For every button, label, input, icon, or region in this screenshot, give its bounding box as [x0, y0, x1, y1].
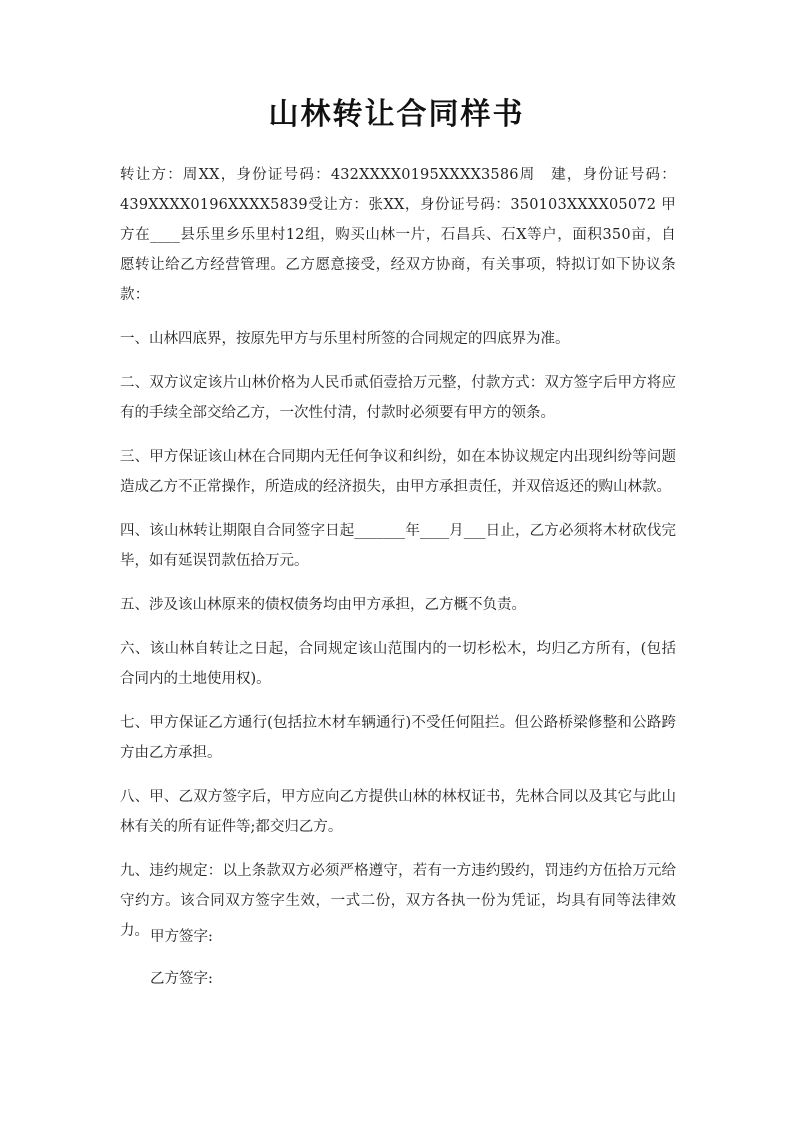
clause-8: 八、甲、乙双方签字后，甲方应向乙方提供山林的林权证书，先林合同以及其它与此山林有关的所有证件等;都交归乙方。	[120, 789, 676, 835]
clause-2: 二、双方议定该片山林价格为人民币贰佰壹拾万元整，付款方式：双方签字后甲方将应有的手续全部交给乙方，一次性付清，付款时必须要有甲方的领条。	[120, 375, 676, 421]
clause-7: 七、甲方保证乙方通行(包括拉木材车辆通行)不受任何阻拦。但公路桥梁修整和公路跨方由乙方承担。	[120, 715, 676, 761]
document-body	[120, 160, 676, 960]
clause-3: 三、甲方保证该山林在合同期内无任何争议和纠纷，如在本协议规定内出现纠纷等问题造成乙方不正常操作，所造成的经济损失，由甲方承担责任，并双倍返还的购山林款。	[120, 449, 676, 495]
clause-5: 五、涉及该山林原来的债权债务均由甲方承担，乙方概不负责。	[120, 597, 526, 613]
signature-block	[150, 922, 550, 1006]
clause-9: 九、违约规定：以上条款双方必须严格遵守，若有一方违约毁约，罚违约方伍拾万元给守约方。该合同双方签字生效，一式二份，双方各执一份为凭证，均具有同等法律效力。	[120, 863, 676, 939]
clause-4: 四、该山林转让期限自合同签字日起_______年____月___日止，乙方必须将木材砍伐完毕，如有延误罚款伍拾万元。	[120, 523, 676, 569]
document-title: 山林转让合同样书	[268, 97, 525, 132]
party-b-signature-label: 乙方签字:	[150, 971, 213, 987]
clause-1: 一、山林四底界，按原先甲方与乐里村所签的合同规定的四底界为准。	[120, 331, 570, 347]
intro-paragraph: 转让方：周XX，身份证号码：432XXXX0195XXXX3586周 建，身份证号码：439XXXX0196XXXX5839受让方：张XX，身份证号码：350103XXXX05072 甲方在____县乐里乡乐里村12组，购买山林一片，石昌兵、石X等户，面积350亩，自愿转让给乙方经营管理。乙方愿意接受，经双方协商，有关事项，特拟订如下协议条款：	[120, 167, 676, 303]
party-a-signature-label: 甲方签字:	[150, 929, 213, 945]
clause-6: 六、该山林自转让之日起，合同规定该山范围内的一切杉松木，均归乙方所有，(包括合同内的土地使用权)。	[120, 641, 676, 687]
